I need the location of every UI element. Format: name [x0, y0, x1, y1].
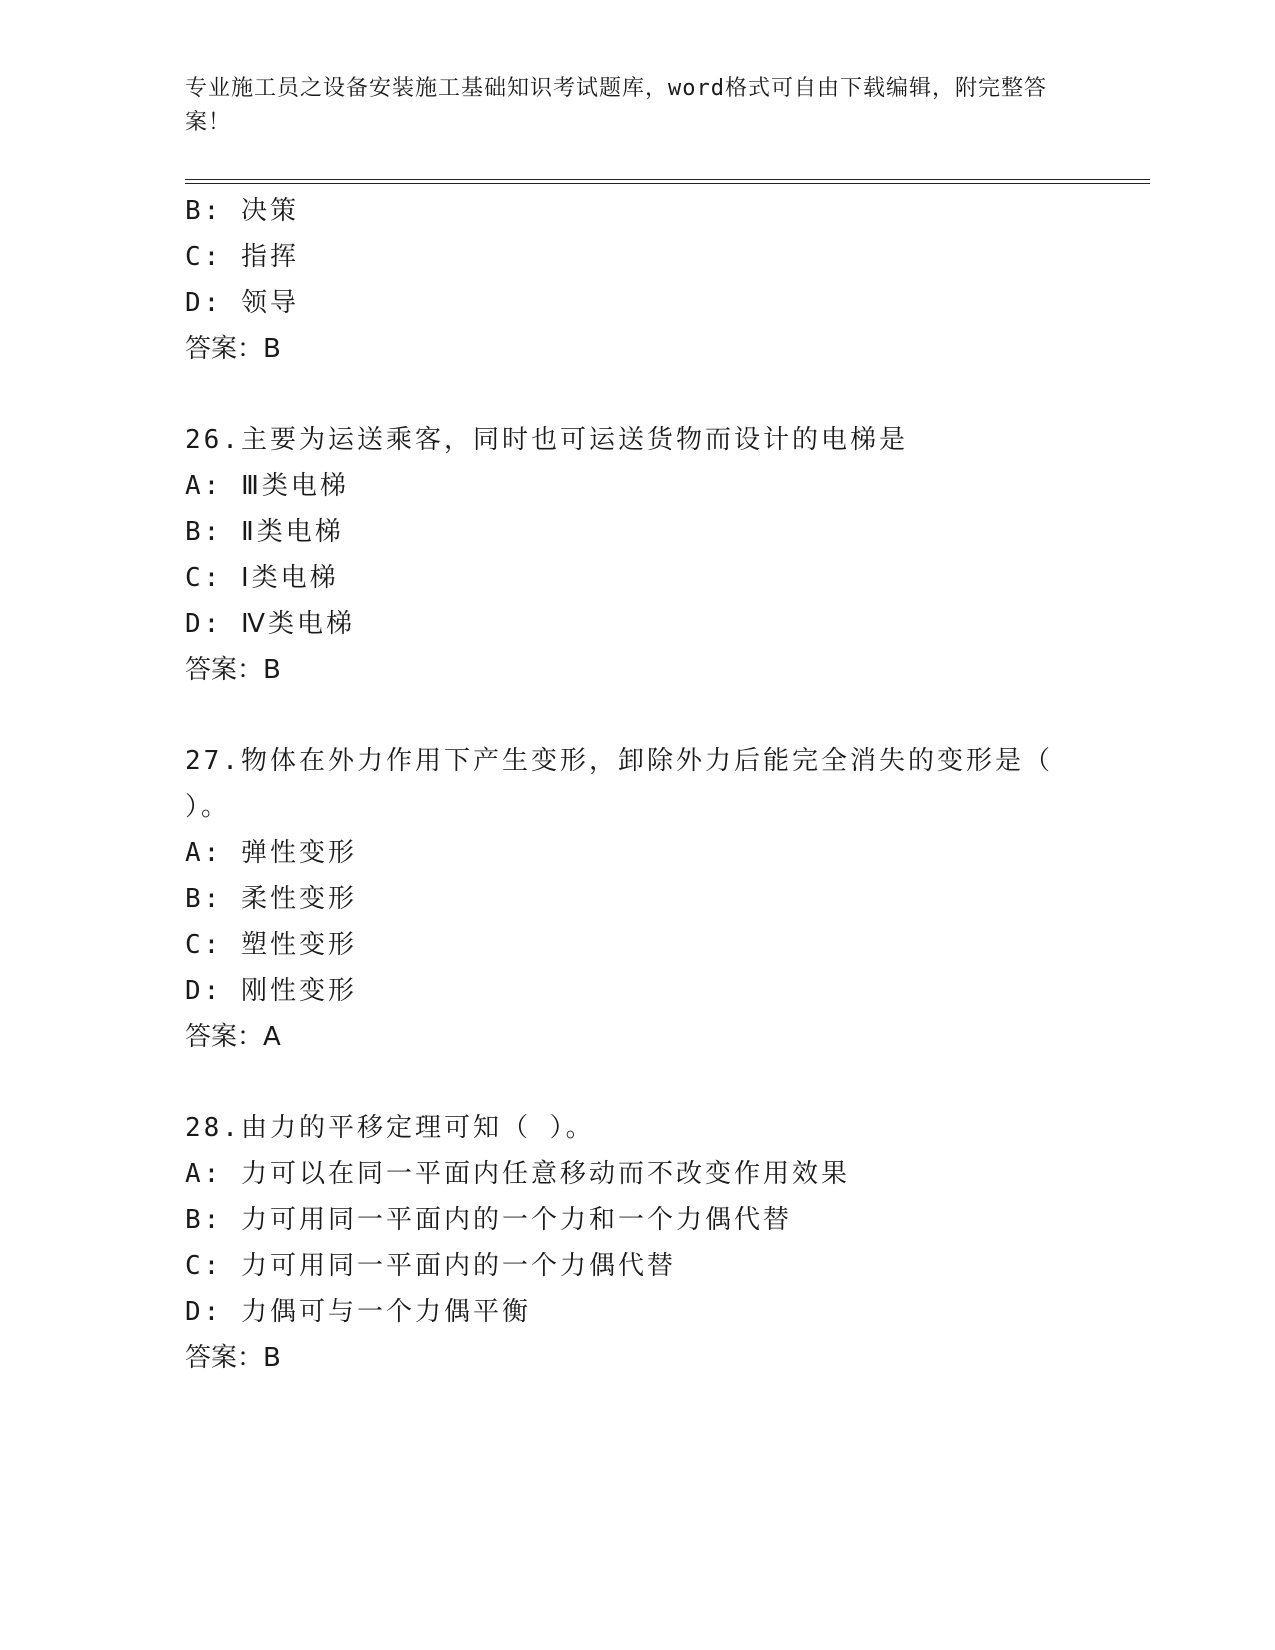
option-c: C: Ⅰ类电梯	[185, 563, 339, 593]
question-28	[185, 1105, 1150, 1381]
option-c: C: 指挥	[185, 242, 299, 272]
question-26	[185, 417, 1150, 693]
option-c: C: 塑性变形	[185, 930, 357, 960]
option-c: C: 力可用同一平面内的一个力偶代替	[185, 1251, 676, 1281]
option-b: B: 柔性变形	[185, 884, 357, 914]
answer-line: 答案：B	[185, 1343, 281, 1373]
document-header: 专业施工员之设备安装施工基础知识考试题库，word格式可自由下载编辑，附完整答案！	[185, 76, 1047, 135]
question-list	[185, 188, 1150, 1381]
option-b: B: 力可用同一平面内的一个力和一个力偶代替	[185, 1205, 792, 1235]
question-stem: 27.物体在外力作用下产生变形，卸除外力后能完全消失的变形是（ ）。	[185, 746, 1053, 822]
option-d: D: Ⅳ类电梯	[185, 609, 355, 639]
option-a: A: Ⅲ类电梯	[185, 471, 349, 501]
header-divider-top	[185, 179, 1150, 180]
spacer	[185, 372, 1150, 417]
option-d: D: 刚性变形	[185, 976, 357, 1006]
header-divider-bottom	[185, 183, 1150, 184]
option-d: D: 领导	[185, 288, 299, 318]
question-stem: 26.主要为运送乘客，同时也可运送货物而设计的电梯是	[185, 425, 908, 455]
option-b: B: 决策	[185, 196, 299, 226]
option-b: B: Ⅱ类电梯	[185, 517, 344, 547]
answer-line: 答案：B	[185, 334, 281, 364]
question-stem: 28.由力的平移定理可知（ ）。	[185, 1113, 595, 1143]
spacer	[185, 1060, 1150, 1105]
spacer	[185, 693, 1150, 738]
question-27	[185, 738, 1150, 1060]
question-25-continued	[185, 188, 1150, 372]
answer-line: 答案：B	[185, 655, 281, 685]
option-a: A: 弹性变形	[185, 838, 357, 868]
answer-line: 答案：A	[185, 1022, 281, 1052]
option-d: D: 力偶可与一个力偶平衡	[185, 1297, 531, 1327]
option-a: A: 力可以在同一平面内任意移动而不改变作用效果	[185, 1159, 850, 1189]
